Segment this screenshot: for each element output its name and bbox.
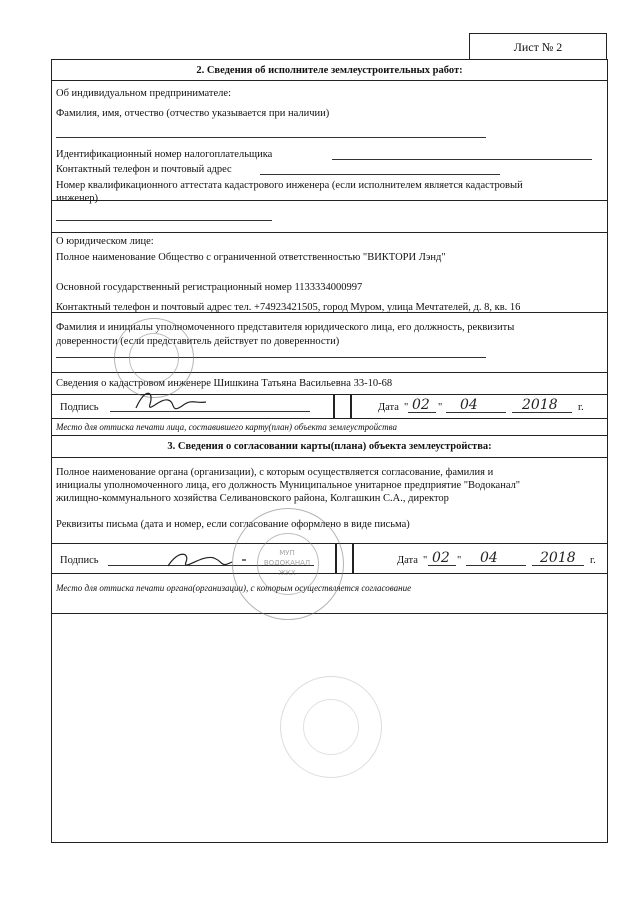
individual-heading: Об индивидуальном предпринимателе: [56, 88, 231, 99]
sec3-date-day: 02 [432, 550, 450, 566]
sec2-date-quote-open: " [404, 402, 409, 413]
sec2-date-year-line [512, 412, 572, 413]
legal-heading: О юридическом лице: [56, 236, 154, 247]
sec2-date-quote-close: " [438, 402, 443, 413]
legal-entity-block [52, 233, 607, 313]
sec3-signature-label: Подпись [60, 555, 99, 566]
sec2-date-month-line [446, 412, 506, 413]
legal-full-name: Полное наименование Общество с ограниченной ответственностью "ВИКТОРИ Лэнд" [56, 252, 446, 263]
contact-label: Контактный телефон и почтовый адрес [56, 164, 232, 175]
sec3-date-year: 2018 [540, 550, 576, 566]
vodokanal-seal-line3: ЖКХ [278, 569, 296, 577]
sec2-stamp-note-row [52, 419, 607, 436]
form-frame [51, 59, 608, 843]
sec3-stamp-note: Место для оттиска печати органа(организации), с которым осуществляется согласование [56, 583, 412, 593]
inn-label: Идентификационный номер налогоплательщика [56, 149, 273, 160]
cert-label-line1: Номер квалификационного аттестата кадастрового инженера (если исполнителем является кадастровый [56, 180, 523, 191]
sheet-number: Лист № 2 [469, 33, 607, 59]
cert-field-line [56, 220, 272, 221]
org-line2: инициалы уполномоченного лица, его должность Муниципальное унитарное предприятие "Водоканал" [56, 480, 521, 491]
director-signature [162, 544, 272, 574]
sec3-date-suffix: г. [590, 555, 596, 566]
ogrn-value: Основной государственный регистрационный номер 1133334000997 [56, 282, 363, 293]
sec3-date-month: 04 [480, 550, 498, 566]
sec2-signature-label: Подпись [60, 402, 99, 413]
sec3-date-label: Дата [397, 555, 418, 566]
sec3-date-year-line [532, 565, 584, 566]
sec2-date-month: 04 [460, 397, 478, 413]
legal-contact: Контактный телефон и почтовый адрес тел. +74923421505, город Муром, улица Мечтателей, д. 8, кв. 16 [56, 302, 521, 313]
faint-seal-stamp [280, 676, 382, 778]
fio-label: Фамилия, имя, отчество (отчество указывается при наличии) [56, 108, 330, 119]
engineer-signature [132, 382, 212, 420]
sec3-date-month-line [466, 565, 526, 566]
rep-label-line2: доверенности (если представитель действует по доверенности) [56, 336, 340, 347]
sec3-date-quote-close: " [457, 555, 462, 566]
sec2-date-label: Дата [378, 402, 399, 413]
sec2-stamp-note: Место для оттиска печати лица, составившего карту(план) объекта землеустройства [56, 422, 397, 432]
section2-title: 2. Сведения об исполнителе землеустроительных работ: [196, 65, 463, 76]
sec2-date-year: 2018 [522, 397, 558, 413]
org-line1: Полное наименование органа (организации), с которым осуществляется согласование, фамилия и [56, 467, 494, 478]
certificate-block [52, 173, 607, 233]
sec2-date-divider-left [333, 395, 335, 418]
engineer-info: Сведения о кадастровом инженере Шишкина Татьяна Васильевна 33-10-68 [56, 378, 393, 389]
fio-field-line [56, 137, 486, 138]
section3-title-row [52, 436, 607, 458]
sec2-date-divider-right [350, 395, 352, 418]
sec2-date-suffix: г. [578, 402, 584, 413]
vodokanal-seal-line1: МУП [279, 549, 295, 557]
rep-label-line1: Фамилия и инициалы уполномоченного представителя юридического лица, его должность, реквизиты [56, 322, 515, 333]
letter-label: Реквизиты письма (дата и номер, если согласование оформлено в виде письма) [56, 519, 410, 530]
faint-seal-inner [303, 699, 359, 755]
vodokanal-seal-line2: ВОДОКАНАЛ [263, 559, 311, 567]
sec2-date-day-line [408, 412, 436, 413]
section2-title-row [52, 60, 607, 81]
sec3-date-day-line [428, 565, 456, 566]
sec2-date-day: 02 [412, 397, 430, 413]
sec3-date-divider-right [352, 544, 354, 573]
cert-label-line2: инженер) [56, 193, 99, 204]
section3-title: 3. Сведения о согласовании карты(плана) объекта землеустройства: [167, 441, 492, 452]
org-line3: жилищно-коммунального хозяйства Селивановского района, Колгашкин С.А., директор [56, 493, 449, 504]
sec3-date-quote-open: " [423, 555, 428, 566]
inn-field-line [332, 159, 592, 160]
org-seal-inner [129, 333, 179, 383]
